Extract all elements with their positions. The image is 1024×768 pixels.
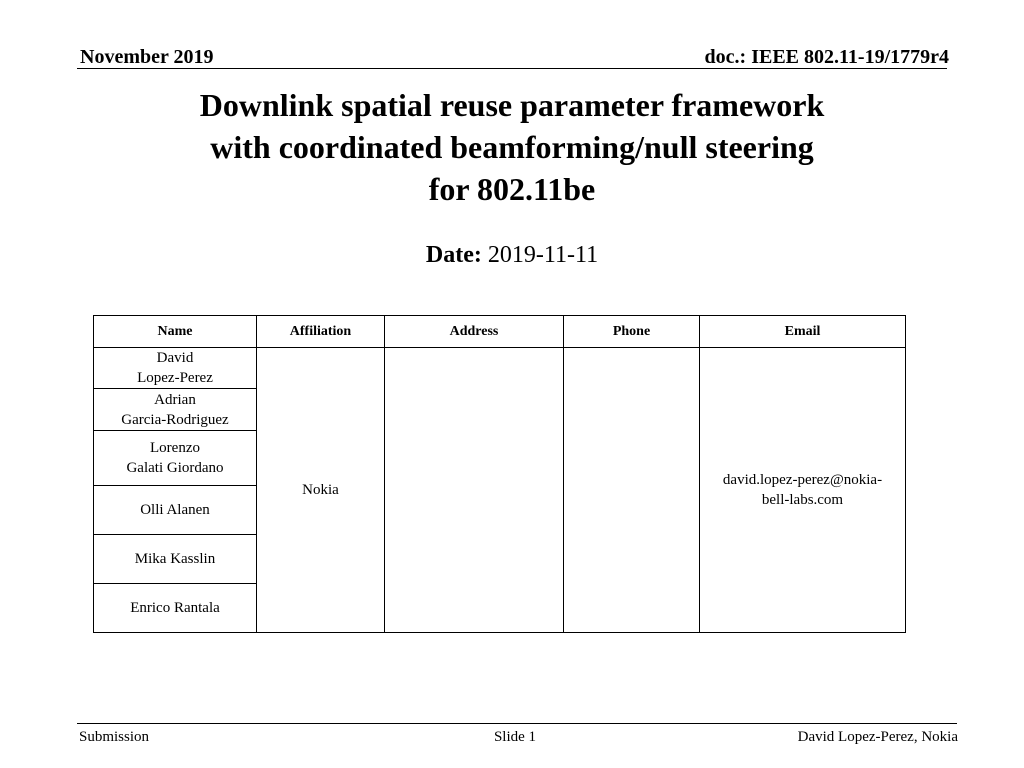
footer-author: David Lopez-Perez, Nokia [797, 729, 958, 745]
author-name-cell: Mika Kasslin [94, 535, 257, 584]
date-label: Date: [425, 242, 482, 268]
footer-divider [77, 723, 957, 724]
header-divider [77, 68, 947, 69]
email-line-1: david.lopez-perez@nokia- [722, 472, 883, 488]
author-name-cell [94, 348, 257, 389]
author-name-cell: Olli Alanen [94, 486, 257, 535]
title-line-3: for 802.11be [428, 171, 596, 207]
header-email: Email [700, 316, 906, 348]
address-cell [385, 348, 564, 633]
footer-submission: Submission [79, 729, 150, 745]
author-last-name: Galati Giordano [126, 460, 224, 476]
author-first-name: David [156, 350, 194, 366]
affiliation-cell: Nokia [257, 348, 385, 633]
header-phone: Phone [564, 316, 700, 348]
author-name-cell [94, 389, 257, 431]
author-last-name: Lopez-Perez [137, 370, 213, 386]
table-header-row [94, 316, 906, 348]
author-first-name: Lorenzo [150, 440, 200, 456]
header-affiliation: Affiliation [257, 316, 385, 348]
email-cell [700, 348, 906, 633]
title-line-2: with coordinated beamforming/null steering [210, 129, 814, 165]
title-line-1: Downlink spatial reuse parameter framework [199, 87, 825, 123]
footer-slide-number: Slide 1 [493, 729, 537, 745]
date-value: 2019-11-11 [487, 242, 599, 268]
date-line [0, 240, 1024, 270]
author-last-name: Garcia-Rodriguez [121, 411, 229, 428]
author-name-cell [94, 431, 257, 486]
header-name: Name [94, 316, 257, 348]
slide-title [0, 84, 1024, 210]
authors-table [93, 315, 906, 633]
header-address: Address [385, 316, 564, 348]
email-line-2: bell-labs.com [761, 492, 844, 508]
table-row [94, 348, 906, 389]
header-date: November 2019 [80, 46, 214, 68]
author-name-cell: Enrico Rantala [94, 584, 257, 633]
phone-cell [564, 348, 700, 633]
author-first-name: Adrian [154, 391, 196, 408]
header-doc-id: doc.: IEEE 802.11-19/1779r4 [704, 46, 949, 68]
